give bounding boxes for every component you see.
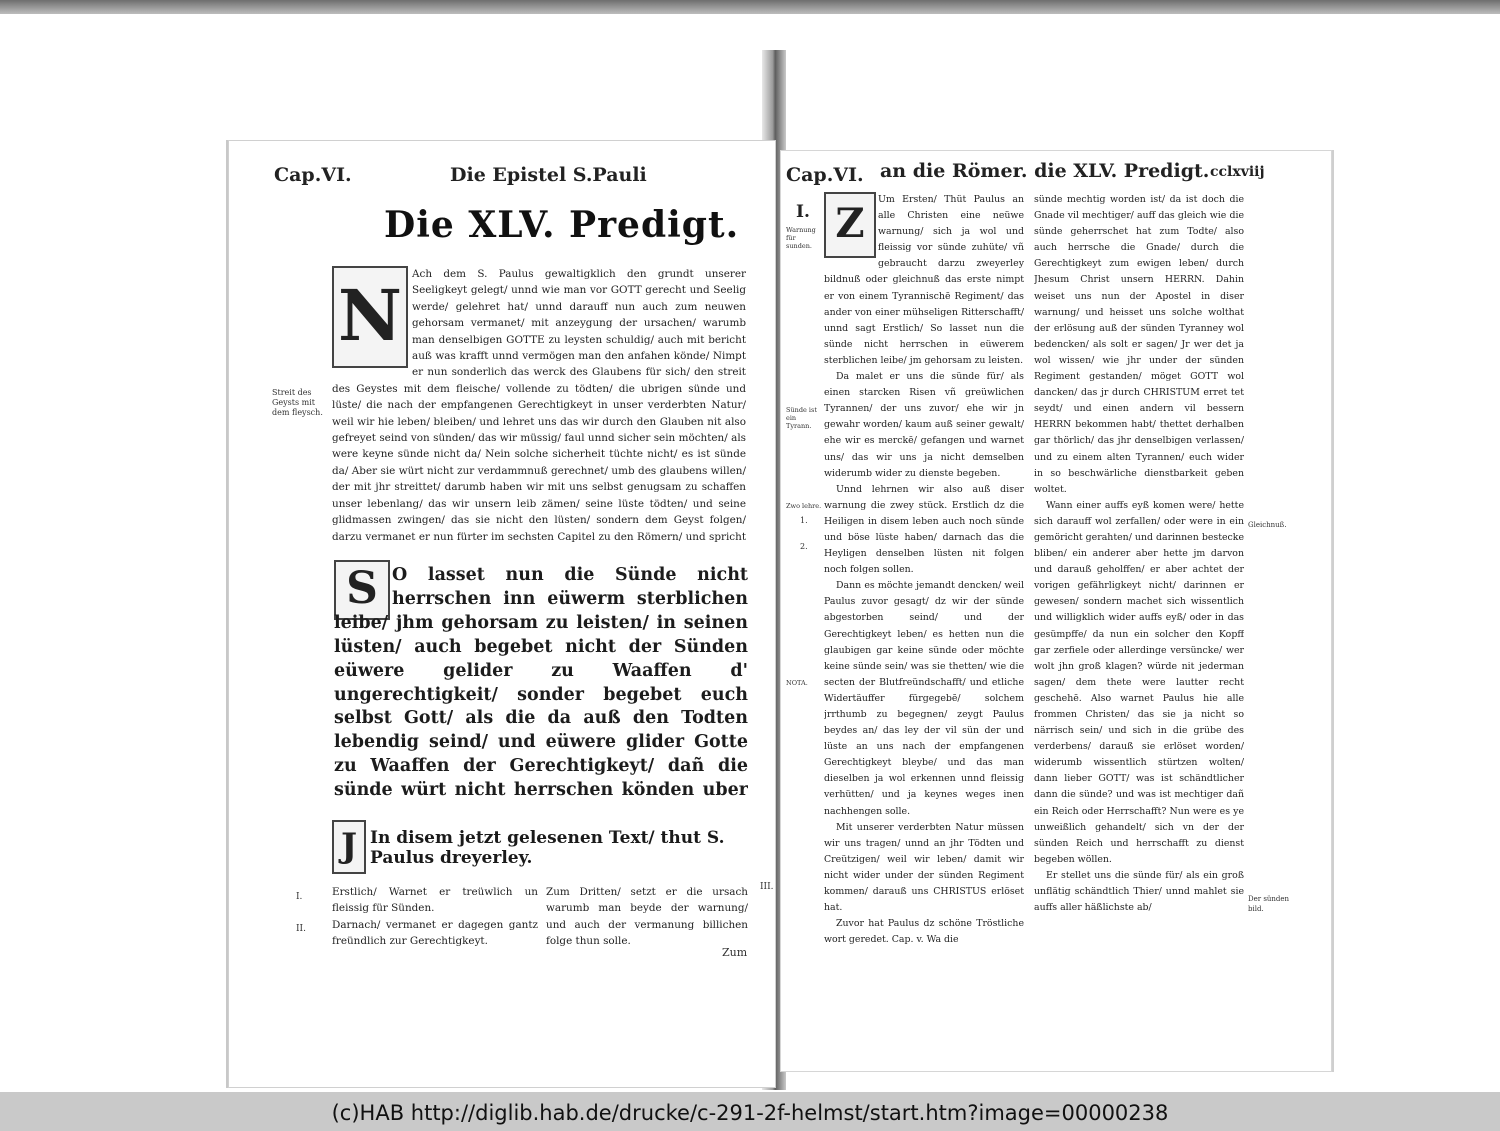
sermon-title: Die XLV. Predigt.: [384, 204, 740, 246]
margin-num-1: 1.: [800, 516, 808, 525]
numbering-i: I.: [296, 892, 303, 902]
list-column-1: [332, 884, 538, 950]
scripture-passage: [334, 564, 748, 800]
r-col1-p4: Dann es möchte jemandt dencken/ weil Paulus zuvor gesagt/ dz wir der sünde abgestorben seind/ und der Gerechtigkeyt leben/ es hetten nun die glaubigen gar keine sünde oder möchte keine sünde sein/ was sie thetten/ wie die secten der Blutfreündschafft/ und etliche Widertäuffer fürgegebē/ solchem jrrthumb zu begegnen/ zeygt Paulus beydes an/ das ley der vil sün der und lüste an uns nach der empfangenen Gerechtigkeyt bleybe/ und das man dieselben ja wol erkennen unnd fleissig verhütten/ und ja keynes weges inen nachhengen solle.: [824, 580, 1024, 817]
r-col1-p1: Um Ersten/ Thüt Paulus an alle Christen eine neüwe warnung/ sich ja wol und fleissig vor sünde zuhüte/ vñ gebraucht darzu zweyerley bildnuß oder gleichnuß das erste nimpt er von einem Tyrannischē Regiment/ das ander von einer mühseligen Ritterschafft/ unnd sagt Erstlich/ So lasset nun die sünde nicht herrschen in eüwerem sterblichen leibe/ jm gehorsam zu leisten.: [824, 194, 1024, 366]
r-col1-p3: Unnd lehrnen wir also auß diser warnung die zwey stück. Erstlich dz die Heiligen in disem leben auch noch sünde und böse lüste haben/ darnach das die Heyligen denselben lüsten nit folgen noch folgen sollen.: [824, 483, 1024, 576]
right-header-title: an die Römer. die XLV. Predigt.: [880, 160, 1210, 182]
scanner-top-edge: [0, 0, 1500, 14]
right-column-2: [1034, 192, 1244, 1062]
r-col2-p2: Wann einer auffs eyß komen were/ hette sich darauff wol zerfallen/ oder were in ein gemöricht gerahten/ und darinnen bestecke bliben/ ein anderer aber hette jm darvon und darauß geholffen/ er aber achtet der vorigen gefährligkeyt nicht/ darinnen er gewesen/ sondern machet sich wissentlich und willigklich wider auffs eyß/ oder in das gesümpffe/ da nun ein solcher den Kopff gar zerfiele oder allerdinge versüncke/ wer wolt jhn groß klagen? würde nit jederman sagen/ dem thete were lautter recht geschehē. Also warnet Paulus hie alle frommen Christen/ das sie ja nicht so närrisch sein/ und sich in die grübe des verderbens/ darauß sie erlöset worden/ widerumb wissentlich stürtzen wolten/ dann lieber GOTT/ was ist schändtlicher dann die sünde? und was ist mechtiger dañ ein Reich oder Herrschafft? Nun were es ye unweißlich gehandelt/ sich vn der der sünden Reich und herrschafft zu dienst begeben wöllen.: [1034, 499, 1244, 865]
r-col2-p3: Er stellet uns die sünde für/ als ein groß unflätig schändtlich Thier/ unnd mahlet sie auffs aller häßlichste ab/: [1034, 869, 1244, 914]
r-col1-p5: Mit unserer verderbten Natur müssen wir uns tragen/ unnd an jhr Tödten und Creützigen/ weil wir leben/ damit wir nicht wider under der sünden Regiment kommen/ darauß uns CHRISTUS erlöset hat.: [824, 821, 1024, 914]
margin-nota: NOTA.: [786, 679, 808, 687]
intro-paragraph: [332, 266, 746, 546]
source-credit: (c)HAB http://diglib.hab.de/drucke/c-291-2f-helmst/start.htm?image=00000238: [331, 1101, 1169, 1125]
margin-warnung: Warnung für sunden.: [786, 226, 816, 250]
scripture-drop-cap: S: [334, 560, 390, 620]
drop-cap-initial: N: [332, 266, 408, 368]
left-header-title: Die Epistel S.Pauli: [450, 164, 647, 186]
folio-number: cclxviij: [1210, 164, 1265, 180]
numbering-ii: II.: [296, 924, 306, 934]
section-number: I.: [796, 202, 810, 222]
margin-iii: III.: [760, 882, 774, 892]
r-col1-p6: Zuvor hat Paulus dz schöne Tröstliche wort geredet. Cap. v. Wa die: [824, 918, 1024, 946]
right-page: [780, 150, 1332, 1072]
left-header-chapter: Cap.VI.: [274, 164, 352, 186]
r-col1-p2: Da malet er uns die sünde für/ als einen starcken Risen vñ greüwlichen Tyrannen/ der uns zuvor/ ehe wir jn gewahr worden/ kaum auß seiner gewalt/ ehe wir es merckē/ gefangen und warnet uns/ das wir uns ja nicht demselben widerumb wider zu dienste begeben.: [824, 371, 1024, 479]
margin-gleichnuss: Gleichnuß.: [1248, 521, 1287, 529]
r-col2-p1: sünde mechtig worden ist/ da ist doch die Gnade vil mechtiger/ auff das gleich wie die sünde geherrschet hat zum Todte/ also auch herrsche die Gnade/ durch die Gerechtigkeyt zum ewigen leben/ durch Jhesum Christ unsern HERRN. Dahin weiset uns nun der Apostel in diser warnung/ und heisset uns solche wolthat der erlösung auß der sünden Tyranney wol bedencken/ als solt er sagen/ Jr wer det ja wol wissen/ wie jhr under der sünden Regiment gestanden/ möget GOTT wol dancken/ das jr durch CHRISTUM erret tet seydt/ und einen andern vil bessern HERRN bekommen habt/ thettet derhalben gar thörlich/ das jhr denselbigen verlassen/ und zu einem alten Tyrannen/ euch wider in so beschwärliche dienstbarkeit geben woltet.: [1034, 194, 1244, 495]
margin-note-streit: Streit des Geysts mit dem fleysch.: [272, 388, 323, 417]
margin-tyrann: Sünde ist ein Tyrann.: [786, 406, 817, 430]
left-page: [228, 140, 776, 1088]
scripture-text: O lasset nun die Sünde nicht herrschen inn eüwerm sterblichen leibe/ jhm gehorsam zu leisten/ in seinen lüsten/ auch begebet nicht der Sünden eüwere gelider zu Waaffen d' ungerechtigkeit/ sonder begebet euch selbst Gott/ als die da auß den Todten lebendig seind/ und eüwere glider Gotte zu Waaffen der Gerechtigkeyt/ dañ die sünde würt nicht herrschen könden uber: [334, 565, 748, 800]
margin-suenden-bild: Der sünden bild.: [1248, 895, 1290, 913]
margin-lehre: Zwo lehre.: [786, 502, 822, 510]
right-drop-cap: Z: [824, 192, 876, 258]
text-drop-cap: J: [332, 820, 366, 874]
margin-num-2: 2.: [800, 542, 808, 551]
catchword: Zum: [722, 946, 748, 959]
intro-text: Ach dem S. Paulus gewaltigklich den grundt unserer Seeligkeyt gelegt/ unnd wie man vor GOTT gerecht und Seelig werde/ gelehret hat/ unnd darauff nun auch zum neuwen gehorsam vermanet/ mit anzeygung der ursachen/ warumb man denselbigen GOTTE zu leysten schuldig/ auch mit bericht auß was krafft unnd vermögen man den anfahen könde/ Nimpt er nun sonderlich das werck des Glaubens für sich/ den streit des Geystes mit dem fleische/ vollende zu tödten/ die ubrigen sünde und lüste/ die nach der empfangenen Gerechtigkeyt in unser verderbten Natur/ weil wir hie leben/ bleiben/ und lehret uns das wir durch den Glauben nit also gefreyet seind von sünden/ das wir müssig/ faul unnd sicher sein möchten/ als were keyne sünde nicht da/ Nein solche sicherheit tüchte nicht/ es ist sünde da/ Aber sie würt nicht zur verdammnuß gerechnet/ umb des glaubens willen/ der mit jhr streittet/ darumb haben wir mit uns selbst genugsam zu schaffen unser lebenlang/ das wir unsern leib zämen/ seine lüste tödten/ und seine glidmassen zwingen/ das sie nicht den lüsten/ sondern dem Geyst folgen/ darzu vermanet er nun fürter im sechsten Capitel zu den Römern/ und spricht: [332, 268, 746, 543]
list-item-1: Erstlich/ Warnet er treüwlich un fleissig für Sünden.: [332, 886, 538, 915]
list-column-2: Zum Dritten/ setzt er die ursach warumb man beyde der warnung/ und auch der vermanung billichen folge thun solle.: [546, 886, 748, 948]
list-item-2: Darnach/ vermanet er dagegen gantz freündlich zur Gerechtigkeyt.: [332, 918, 538, 948]
text-introduction: In disem jetzt gelesenen Text/ thut S. Paulus dreyerley.: [370, 828, 725, 868]
right-column-1: [824, 192, 1024, 1062]
right-header-chapter: Cap.VI.: [786, 164, 864, 186]
